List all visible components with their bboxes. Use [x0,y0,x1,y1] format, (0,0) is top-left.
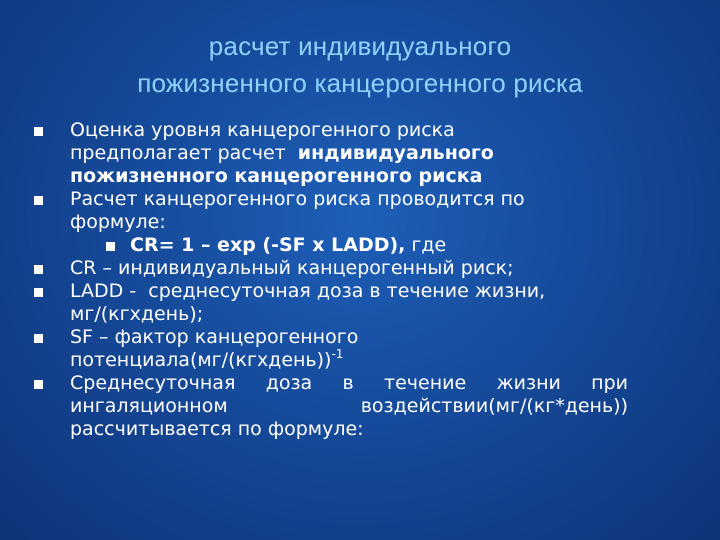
item-text: LADD - среднесуточная доза в течение жизни, [70,280,546,302]
square-bullet-icon [34,380,43,389]
item-text-plain: потенциала(мг/(кгхдень)) [70,349,332,371]
superscript: -1 [331,347,344,361]
item-text: CR – индивидуальный канцерогенный риск; [70,257,514,279]
item-text: Расчет канцерогенного риска проводится по [70,188,525,210]
bullet-list [34,119,674,441]
slide-title [0,28,720,102]
title-line-2: пожизненного канцерогенного риска [137,68,583,98]
square-bullet-icon [34,196,43,205]
item-text [70,142,674,165]
item-text [70,349,674,372]
square-bullet-icon [34,265,43,274]
list-item [34,280,674,326]
square-bullet-icon [34,127,43,136]
square-bullet-icon [34,334,43,343]
item-text-bold: индивидуального [297,142,494,164]
item-text: формуле: [70,211,166,233]
list-item [34,119,674,188]
item-text-plain: предполагает расчет [70,142,298,164]
formula-line [34,234,674,257]
list-item [34,372,674,441]
list-item [34,326,674,372]
item-text: мг/(кгхдень); [70,303,204,325]
formula-suffix: где [405,234,447,256]
item-text-bold: пожизненного канцерогенного риска [70,165,483,187]
list-item [34,188,674,234]
item-text: рассчитывается по формуле: [70,418,364,440]
item-text: Среднесуточная доза в течение жизни при [70,372,628,394]
title-line-1: расчет индивидуального [208,31,512,61]
item-text: SF – фактор канцерогенного [70,326,359,348]
item-text: ингаляционном воздействии(мг/(кг*день)) [70,395,628,417]
formula-text: CR= 1 – exp (-SF x LADD), [130,234,406,256]
item-text: Оценка уровня канцерогенного риска [70,119,455,141]
square-bullet-icon [34,288,43,297]
square-bullet-icon [106,242,115,251]
list-item [34,257,674,280]
